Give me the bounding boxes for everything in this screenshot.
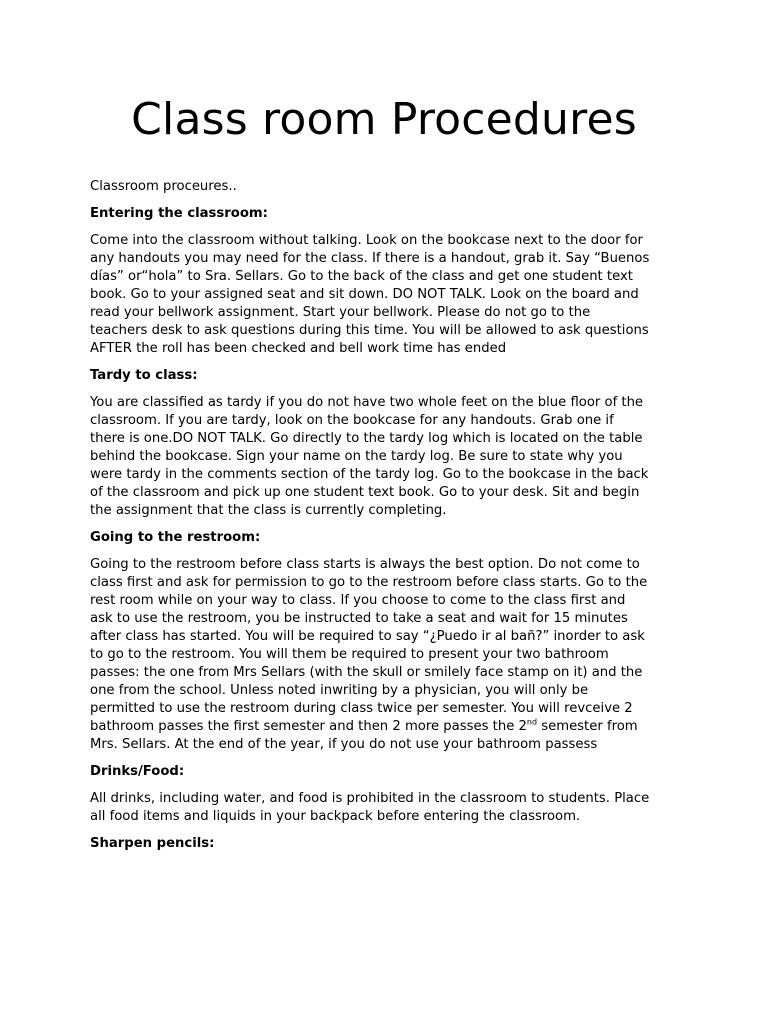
restroom-text-part-1: Going to the restroom before class starts is always the best option. Do not come to class first and ask for permission to go to the restroom before class starts. Go to the rest room while on your way to class. If you choose to come to the class first and ask to use the restroom, you be instructed to take a seat and wait for 15 minutes after class has started. You will be required to say “¿Puedo ir al bañ?” inorder to ask to go to the restroom. You will them be required to present your two bathroom passes: the one from Mrs Sellars (with the skull or smilely face stamp on it) and the one from the school. Unless noted inwriting by a physician, you will only be permitted to use the restroom during class twice per semester. You will revceive 2 bathroom passes the first semester and then 2 more passes the 2: [90, 557, 648, 734]
document-title: Class room Procedures: [131, 94, 637, 145]
section-body-tardy: You are classified as tardy if you do not have two whole feet on the blue floor of the classroom. If you are tardy, look on the bookcase for any handouts. Grab one if there is one.DO NOT TALK. Go directly to the tardy log which is located on the table behind the bookcase. Sign your name on the tardy log. Be sure to state why you were tardy in the comments section of the tardy log. Go to the bookcase in the back of the classroom and pick up one student text book. Go to your desk. Sit and begin the assignment that the class is currently completing.: [90, 395, 649, 518]
section-body-drinks: All drinks, including water, and food is prohibited in the classroom to students. Place all food items and liquids in your backpack before entering the classroom.: [90, 791, 650, 824]
section-body-restroom: [90, 556, 678, 754]
section-heading-tardy: Tardy to class:: [90, 368, 198, 383]
section-heading-drinks: Drinks/Food:: [90, 764, 185, 779]
section-heading-entering: Entering the classroom:: [90, 206, 268, 221]
ordinal-superscript: nd: [526, 717, 538, 727]
section-heading-pencils: Sharpen pencils:: [90, 836, 215, 851]
intro-text: Classroom proceures..: [90, 179, 237, 194]
section-heading-restroom: Going to the restroom:: [90, 530, 261, 545]
section-body-entering: Come into the classroom without talking. Look on the bookcase next to the door for any handouts you may need for the class. If there is a handout, grab it. Say “Buenos días” or“hola” to Sra. Sellars. Go to the back of the class and get one student text book. Go to your assigned seat and sit down. DO NOT TALK. Look on the board and read your bellwork assignment. Start your bellwork. Please do not go to the teachers desk to ask questions during this time. You will be allowed to ask questions AFTER the roll has been checked and bell work time has ended: [90, 233, 650, 356]
restroom-text-part-2: semester from Mrs. Sellars. At the end of the year, if you do not use your bathroom passess: [90, 719, 638, 752]
